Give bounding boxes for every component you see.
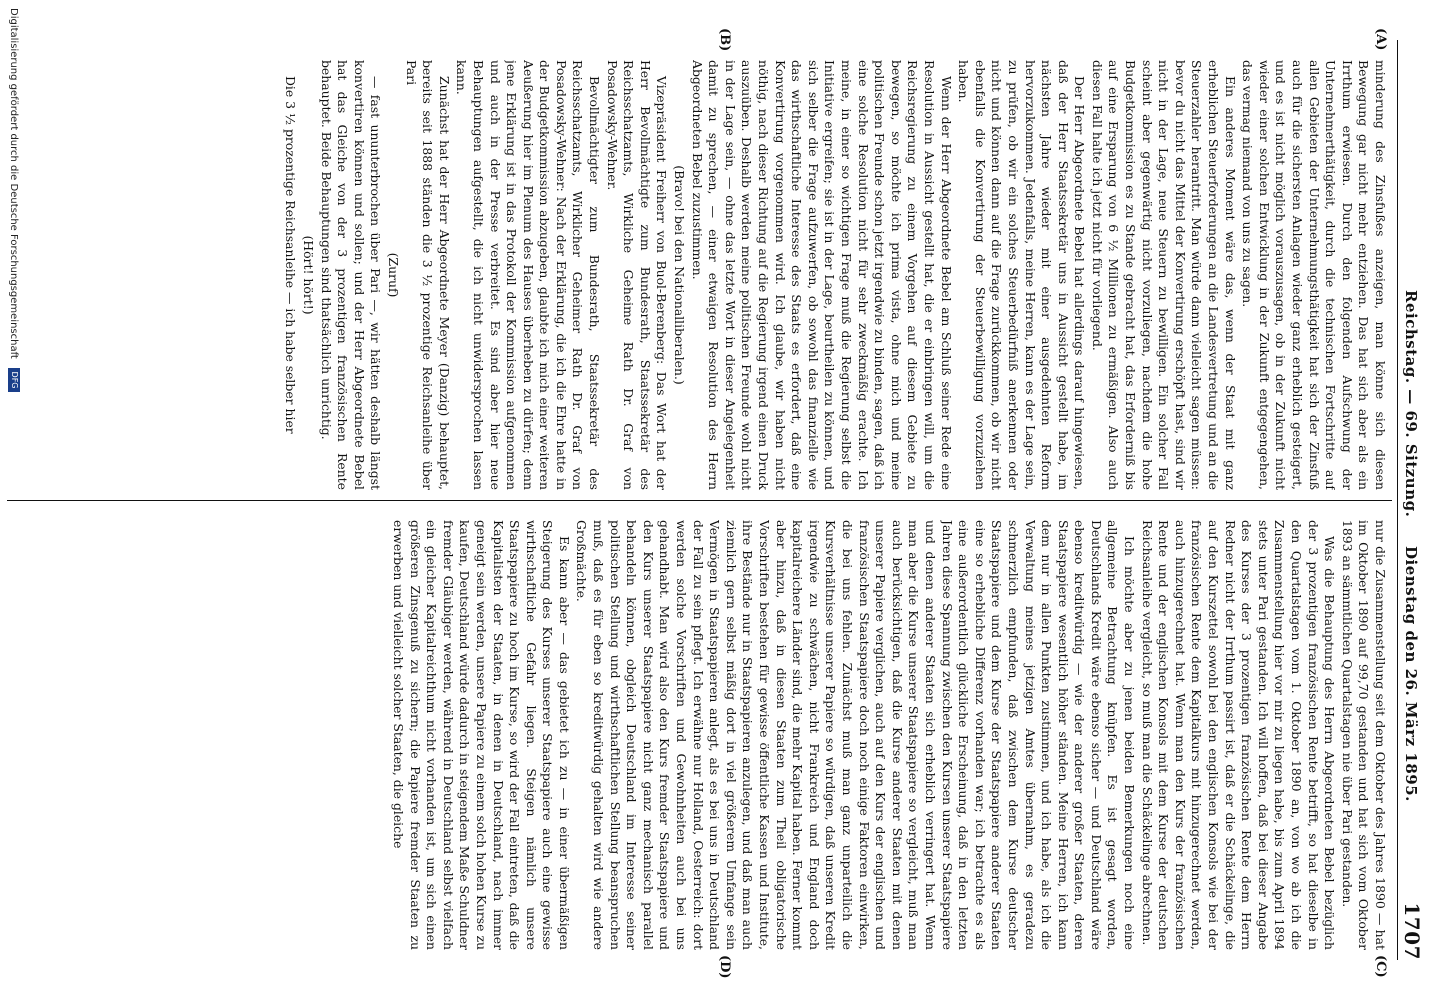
paragraph: — fast ununterbrochen über Pari —, wir hätten deshalb längst konvertiren können und sollen; und der Herr Abgeordnete Bebel hat das Gleiche von der 3 prozentigen französischen Rente behauptet. Beide Behauptungen sind thatsächlich unrichtig.: [318, 60, 384, 490]
right-column: [8, 520, 1388, 950]
dfg-logo: DFG: [8, 368, 20, 392]
running-head: [1396, 40, 1424, 960]
speaker-paragraph: Bevollmächtigter zum Bundesrath, Staatssekretär des Reichsschatzamts, Wirklicher Geheimer Rath Dr. Graf von Posadowsky-Wehner: Nach der Erklärung, die ich die Ehre hatte in der Budgetkommission abzugeben, glaubte ich mich einer weiteren Aeußerung hier im Plenum des Hauses überheben zu dürfen; denn jene Erklärung ist in das Protokoll der Kommission aufgenommen und auch in der Presse verbreitet. Es sind aber hier neue Behauptungen aufgestellt, die ich nicht unwidersprochen lassen kann.: [454, 60, 603, 490]
digitization-note-text: Digitalisierung gefördert durch die Deutsche Forschungsgemeinschaft: [8, 8, 19, 359]
margin-marker-d: (D): [717, 955, 732, 979]
page-number: 1707: [1400, 902, 1424, 960]
header-rule: [1397, 40, 1398, 960]
margin-marker-c: (C): [1373, 955, 1388, 978]
interjection: (Zuruf): [385, 252, 401, 298]
paragraph: Die 3 ½ prozentige Reichsanleihe — ich habe selber hier: [283, 76, 299, 434]
paragraph: Ein anderes Moment wäre das, wenn der Staat mit ganz erheblichen Steuerforderungen an die Landesvertretung und an die Steuerzahler herantritt. Man würde dann vielleicht sagen müssen: bevor du nicht das Mittel der Konvertirung erschöpft hast, sind wir nicht in der Lage, neue Steuern zu bewilligen. Ein solcher Fall scheint aber gegenwärtig nicht vorzuliegen, nachdem die hohe Budgetkommission es zu Stande gebracht hat, das Erforderniß bis auf eine Ersparung von 6 ½ Millionen zu ermäßigen. Also auch diesen Fall halte ich jetzt nicht für vorliegend.: [1089, 60, 1238, 490]
paragraph: Zunächst hat der Herr Abgeordnete Meyer (Danzig) behauptet, bereits seit 1888 ständen die 3 ½ prozentige Reichsanleihe über Pari: [403, 60, 452, 490]
paragraph: Was die Behauptung des Herrn Abgeordneten Bebel bezüglich der 3 prozentigen französischen Rente betrifft, so hat dieselbe in den Quartalstagen vom 1. Oktober 1890 an, von wo ab ich die Zusammenstellung hier vor mir zu liegen habe, bis zum April 1894 stets unter Pari gestanden. Ich will hoffen, daß bei dieser Angabe des Kurses der 3 prozentigen französischen Rente dem Herrn Redner nicht der Irrthum passirt ist, daß er die Schäckelinge, die auf den Kurszettel sowohl bei den englischen Konsols wie bei der französischen Rente dem Kapitalkurs mit hinzugerechnet werden, auch hinzugerechnet hat. Wenn man den Kurs der französischen Rente und der englischen Konsols mit dem Kurse der deutschen Reichsanleihe vergleicht, so muß man die Schäckelinge abrechnen.: [1139, 520, 1338, 950]
interjection: (Hört! hört!): [301, 235, 316, 315]
running-head-date: Dienstag den 26. März 1895.: [1402, 546, 1420, 802]
running-head-left: Reichstag. — 69. Sitzung.: [1402, 290, 1420, 518]
paragraph: Ich möchte aber zu jenen beiden Bemerkungen noch eine allgemeine Betrachtung knüpfen. Es ist gesagt worden, Deutschlands Kredit wäre ebenso sicher — und Deutschland wäre ebenso kreditwürdig — wie der anderer großer Staaten, deren Staatspapiere wesentlich höher ständen. Meine Herren, ich kann dem nur in allen Punkten zustimmen, und ich habe, als ich die Verwaltung meines jetzigen Amtes übernahm, es geradezu schmerzlich empfunden, daß zwischen dem Kurse deutscher Staatspapiere und dem Kurse der Staatspapiere anderer Staaten eine so erhebliche Differenz vorhanden war; ich betrachte es als eine außerordentlich glückliche Erscheinung, daß in den letzten Jahren diese Spannung zwischen den Kursen unserer Staatspapiere und denen anderer Staaten sich erheblich verringert hat. Wenn man aber die Kurse unserer Staatspapiere so vergleicht, muß man auch berücksichtigen, daß die Kurse anderer Staaten mit denen unserer Papiere verglichen, auch auf den Kurs der englischen und französischen Staatspapiere doch noch einige Faktoren einwirken, die bei uns fehlen. Zunächst muß man ganz unparteilich die Kursverhältnisse unserer Papiere so würdigen, daß unseren Kredit irgendwie zu schwächen, nicht Frankreich und England doch kapitalreichere Länder sind, die mehr Kapital haben. Ferner kommt aber hinzu, daß in diesen Staaten zum Theil obligatorische Vorschriften bestehen für gewisse öffentliche Kassen und Institute, ihre Bestände nur in Staatspapieren anzulegen, und daß man auch ziemlich gern selbst mäßig dort in viel größerem Umfange sein Vermögen in Staatspapieren anlegt, als es bei uns in Deutschland der Fall zu sein pflegt. Ich erwähne nur Holland, Oesterreich: dort werden solche Vorschriften und Gewohnheiten auch bei uns gehandhabt. Man wird also den Kurs fremder Staatspapiere und den Kurs unserer Staatspapiere nicht ganz mechanisch parallel behandeln können, obgleich Deutschland im Interesse seiner politischen Stellung und wirthschaftlichen Stellung beanspruchen muß, daß es für eben so kreditwürdig gehalten wird wie andere Großmächte.: [574, 520, 1138, 950]
paragraph: nur die Zusammenstellung seit dem Oktober des Jahres 1890 — hat im Oktober 1890 auf 99,70 gestanden und hat sich vom Oktober 1893 an sämmtlichen Quartalstagen nie über Pari gestanden.: [1339, 520, 1388, 950]
digitization-note: [0, 0, 20, 1000]
speaker-paragraph: Vizepräsident Freiherr von Buol-Berenberg: Das Wort hat der Herr Bevollmächtigte zum Bundesrath, Staatssekretär des Reichsschatzamts, Wirkliche Geheime Rath Dr. Graf von Posadowsky-Wehner.: [604, 60, 670, 490]
left-column: [8, 60, 1388, 490]
paragraph: Wenn der Herr Abgeordnete Bebel am Schluß seiner Rede eine Resolution in Aussicht gestellt hat, die er einbringen will, um die Reichsregierung zu einem Vorgehen auf diesem Gebiete zu bewegen, so möchte ich prima vista, ohne mich und meine politischen Freunde schon jetzt irgendwie zu binden, sagen, daß ich eine solche Resolution nicht für sehr zweckmäßig erachte. Ich meine, in einer so wichtigen Frage muß die Regierung selbst die Initiative ergreifen; sie ist in der Lage, beurtheilen zu können, und sich selber die Frage aufzuwerfen, ob sowohl das finanzielle wie das wirthschaftliche Interesse des Staats es erfordert, daß eine Konvertirung vorgenommen wird. Ich glaube, wir haben nicht nöthig, nach dieser Richtung auf die Regierung irgend einen Druck auszuüben. Deshalb werden meine politischen Freunde wohl nicht in der Lage sein, — ohne das letzte Wort in dieser Angelegenheit damit zu sprechen, — einer etwaigen Resolution des Herrn Abgeordneten Bebel zuzustimmen.: [689, 60, 954, 490]
paragraph: minderung des Zinsfußes anzeigen, man könne sich diesen Bewegung gar nicht mehr entziehen. Das hat sich aber als ein Irrthum erwiesen. Durch den folgenden Aufschwung der Unternehmerthätigkeit, durch die technischen Fortschritte auf allen Gebieten der Unternehmungsthätigkeit hat sich der Zinsfuß auch für die sichersten Anlagen wieder ganz erheblich gesteigert, und es ist nicht möglich vorauszusagen, ob in der Zukunft nicht wieder einer solchen Entwicklung in der Zukunft entgegengehen, das vermag niemand von uns zu sagen.: [1240, 60, 1388, 490]
paragraph: Es kann aber — das gebietet ich zu — in einer übermäßigen Steigerung des Kurses unserer Staatspapiere auch eine gewisse wirthschaftliche Gefahr liegen. Steigen nämlich unsere Staatspapiere zu hoch im Kurse, so wird der Fall eintreten, daß die Kapitalisten der Staaten, in denen in Deutschland, nach immer geneigt sein werden, unsere Papiere zu einem solch hohen Kurse zu kaufen, Deutschland würde dadurch in steigendem Maße Schuldner fremder Gläubiger werden, während in Deutschland selbst vielfach ein gleicher Kapitalreichthum nicht vorhanden ist, um sich einen größeren Zinsgenuß zu sichern; die Papiere fremder Staaten zu erwerben und vielleicht solcher Staaten, die gleiche: [390, 520, 572, 950]
paragraph: Der Herr Abgeordnete Bebel hat allerdings darauf hingewiesen, daß der Herr Staatssekretär uns in Aussicht gestellt habe, im nächsten Jahre wieder mit einer ausgedehnten Reform hervorzukommen. Jedenfalls, meine Herren, kann es der Lage sein, zu prüfen, ob wir ein solches Steuerbedürfniß anerkennen oder nicht und können dann auf die Frage zurückkommen, ob wir nicht ebenfalls die Konvertirung der Steuerbewilligung vorzuziehen haben.: [956, 60, 1088, 490]
interjection: (Bravo! bei den Nationalliberalen.): [672, 165, 688, 385]
column-divider: [7, 500, 1392, 501]
margin-marker-b: (B): [717, 28, 732, 52]
margin-marker-a: (A): [1373, 28, 1388, 51]
